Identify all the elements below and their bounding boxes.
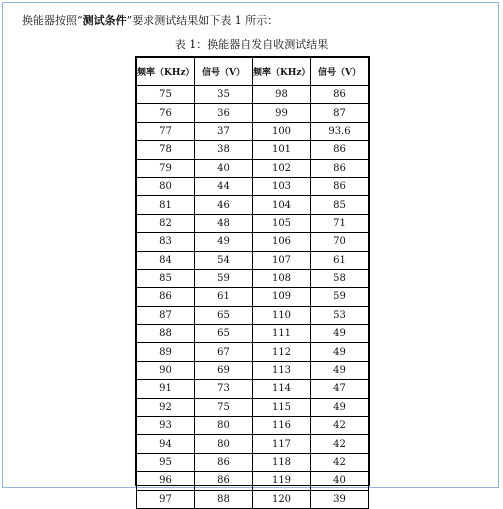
intro-paragraph xyxy=(22,12,278,28)
table-cell: 93.6 xyxy=(311,122,369,140)
header-frequency-1: 频率（KHz） xyxy=(137,58,195,86)
table-row xyxy=(137,177,369,195)
table-cell: 78 xyxy=(137,141,195,159)
table-cell: 120 xyxy=(253,490,311,508)
table-cell: 99 xyxy=(253,104,311,122)
table-cell: 96 xyxy=(137,472,195,490)
intro-suffix: ”要求测试结果如下表 1 所示： xyxy=(126,14,279,27)
table-cell: 38 xyxy=(195,141,253,159)
table-row xyxy=(137,233,369,251)
table-cell: 84 xyxy=(137,251,195,269)
table-cell: 71 xyxy=(311,214,369,232)
table-cell: 116 xyxy=(253,417,311,435)
table-cell: 59 xyxy=(195,269,253,287)
table-cell: 54 xyxy=(195,251,253,269)
table-body xyxy=(137,86,369,509)
table-cell: 76 xyxy=(137,104,195,122)
table-cell: 85 xyxy=(137,269,195,287)
table-cell: 103 xyxy=(253,177,311,195)
table-cell: 39 xyxy=(311,490,369,508)
table-cell: 69 xyxy=(195,361,253,379)
table-cell: 49 xyxy=(311,398,369,416)
table-row xyxy=(137,343,369,361)
table-cell: 49 xyxy=(311,361,369,379)
header-signal-1: 信号（V） xyxy=(195,58,253,86)
table-row xyxy=(137,398,369,416)
table-row xyxy=(137,306,369,324)
table-cell: 104 xyxy=(253,196,311,214)
table-cell: 87 xyxy=(311,104,369,122)
table-row xyxy=(137,159,369,177)
table-cell: 80 xyxy=(195,435,253,453)
table-cell: 85 xyxy=(311,196,369,214)
table-row xyxy=(137,269,369,287)
table-row xyxy=(137,361,369,379)
table-cell: 86 xyxy=(311,177,369,195)
results-table xyxy=(136,57,369,509)
table-cell: 67 xyxy=(195,343,253,361)
table-cell: 81 xyxy=(137,196,195,214)
table-cell: 89 xyxy=(137,343,195,361)
table-cell: 37 xyxy=(195,122,253,140)
table-cell: 90 xyxy=(137,361,195,379)
table-cell: 79 xyxy=(137,159,195,177)
table-cell: 59 xyxy=(311,288,369,306)
table-cell: 65 xyxy=(195,306,253,324)
header-frequency-2: 频率（KHz） xyxy=(253,58,311,86)
table-cell: 75 xyxy=(137,86,195,104)
table-cell: 47 xyxy=(311,380,369,398)
table-row xyxy=(137,86,369,104)
table-cell: 114 xyxy=(253,380,311,398)
table-cell: 109 xyxy=(253,288,311,306)
table-cell: 75 xyxy=(195,398,253,416)
table-cell: 44 xyxy=(195,177,253,195)
intro-prefix: 换能器按照“ xyxy=(22,14,83,27)
table-cell: 86 xyxy=(137,288,195,306)
table-row xyxy=(137,214,369,232)
table-row xyxy=(137,417,369,435)
table-cell: 86 xyxy=(311,159,369,177)
table-cell: 107 xyxy=(253,251,311,269)
table-cell: 86 xyxy=(195,453,253,471)
intro-condition: 测试条件 xyxy=(82,14,127,27)
table-cell: 95 xyxy=(137,453,195,471)
table-cell: 86 xyxy=(195,472,253,490)
table-row xyxy=(137,251,369,269)
table-row xyxy=(137,472,369,490)
table-caption: 表 1：换能器自发自收测试结果 xyxy=(174,38,329,51)
table-cell: 98 xyxy=(253,86,311,104)
table-cell: 42 xyxy=(311,435,369,453)
table-cell: 88 xyxy=(195,490,253,508)
table-cell: 58 xyxy=(311,269,369,287)
table-header-row xyxy=(137,58,369,86)
table-cell: 61 xyxy=(195,288,253,306)
table-cell: 119 xyxy=(253,472,311,490)
table-cell: 40 xyxy=(195,159,253,177)
table-cell: 117 xyxy=(253,435,311,453)
table-row xyxy=(137,453,369,471)
table-cell: 92 xyxy=(137,398,195,416)
table-row xyxy=(137,288,369,306)
table-cell: 97 xyxy=(137,490,195,508)
table-cell: 42 xyxy=(311,453,369,471)
table-cell: 49 xyxy=(311,325,369,343)
table-cell: 48 xyxy=(195,214,253,232)
table-cell: 111 xyxy=(253,325,311,343)
table-cell: 86 xyxy=(311,141,369,159)
table-row xyxy=(137,196,369,214)
table-row xyxy=(137,122,369,140)
table-cell: 61 xyxy=(311,251,369,269)
table-cell: 87 xyxy=(137,306,195,324)
table-cell: 91 xyxy=(137,380,195,398)
table-cell: 53 xyxy=(311,306,369,324)
table-row xyxy=(137,104,369,122)
table-cell: 82 xyxy=(137,214,195,232)
table-cell: 108 xyxy=(253,269,311,287)
table-cell: 102 xyxy=(253,159,311,177)
table-cell: 101 xyxy=(253,141,311,159)
table-row xyxy=(137,435,369,453)
table-cell: 49 xyxy=(195,233,253,251)
table-cell: 65 xyxy=(195,325,253,343)
table-cell: 40 xyxy=(311,472,369,490)
table-cell: 35 xyxy=(195,86,253,104)
table-row xyxy=(137,141,369,159)
table-cell: 93 xyxy=(137,417,195,435)
table-cell: 70 xyxy=(311,233,369,251)
table-cell: 49 xyxy=(311,343,369,361)
table-cell: 46 xyxy=(195,196,253,214)
table-cell: 113 xyxy=(253,361,311,379)
table-cell: 80 xyxy=(195,417,253,435)
table-cell: 80 xyxy=(137,177,195,195)
table-cell: 83 xyxy=(137,233,195,251)
table-cell: 115 xyxy=(253,398,311,416)
table-cell: 42 xyxy=(311,417,369,435)
table-cell: 77 xyxy=(137,122,195,140)
table-cell: 110 xyxy=(253,306,311,324)
table-cell: 73 xyxy=(195,380,253,398)
table-cell: 105 xyxy=(253,214,311,232)
table-cell: 100 xyxy=(253,122,311,140)
table-row xyxy=(137,325,369,343)
table-cell: 88 xyxy=(137,325,195,343)
table-cell: 86 xyxy=(311,86,369,104)
header-signal-2: 信号（V） xyxy=(311,58,369,86)
table-cell: 112 xyxy=(253,343,311,361)
table-cell: 118 xyxy=(253,453,311,471)
table-row xyxy=(137,490,369,508)
table-cell: 106 xyxy=(253,233,311,251)
table-cell: 36 xyxy=(195,104,253,122)
table-row xyxy=(137,380,369,398)
table-cell: 94 xyxy=(137,435,195,453)
